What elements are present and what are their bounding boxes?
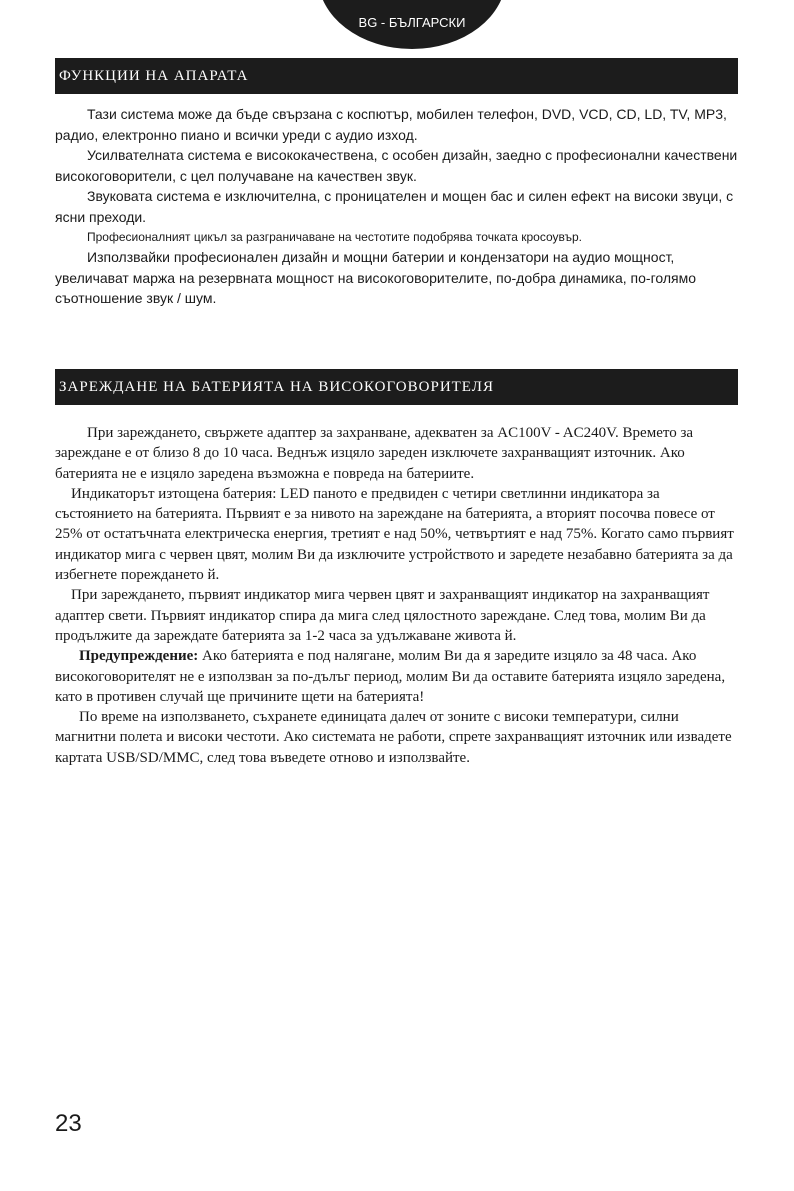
paragraph: По време на използването, съхранете единицата далеч от зоните с високи температури, силни магнитни полета и високи честоти. Ако системата не работи, спрете захранващият източник или извадете картата USB/SD/MMC, след това въведете отново и използвайте. xyxy=(55,709,732,766)
language-label: BG - БЪЛГАРСКИ xyxy=(358,15,466,30)
paragraph: Усилвателната система е висококачествена, с особен дизайн, заедно с професионални качествени високоговорители, с цел получаване на качествен звук. xyxy=(55,147,738,184)
paragraph: Тази система може да бъде свързана с коспютър, мобилен телефон, DVD, VCD, CD, LD, TV, MP3, радио, електронно пиано и всички уреди с аудио изход. xyxy=(55,106,727,143)
paragraph: Професионалният цикъл за разграничаване на честотите подобрява точката кросоувър. xyxy=(87,230,582,244)
warning-paragraph xyxy=(55,646,738,707)
paragraph: При зареждането, свържете адаптер за захранване, адекватен за AC100V - AC240V. Времето за зареждане е от близо 8 до 10 часа. Веднъж изцяло зареден изключете захранващият източник. Ако батерията не е изцяло заредена възможна е повреда на батериите. xyxy=(55,425,694,482)
warning-text: Ако батерията е под налягане, молим Ви да я заредите изцяло за 48 часа. Ако високоговорителят не е използван за по-дълъг период, молим Ви да оставите батерията изцяло заредена, като в противен случай ще причините щети на батерията! xyxy=(55,648,726,705)
battery-charging-text xyxy=(55,423,738,768)
paragraph: Звуковата система е изключителна, с проницателен и мощен бас и силен ефект на високи звуци, с ясни преходи. xyxy=(55,188,734,225)
device-functions-text xyxy=(55,104,738,309)
warning-label: Предупреждение: xyxy=(79,648,199,665)
paragraph: Индикаторът изтощена батерия: LED паното е предвиден с четири светлинни индикатора за състоянието на батерията. Първият е за нивото на зареждане на батерията, а вторият посочва повесе от 25% от остатъчната електрическа енергия, третият е над 50%, четвъртият е над 75%. Когато само първият индикатор мига с червен цвят, молим Ви да изключите устройството и заредете незабавно батерията за да избегнете пореждането й. xyxy=(55,485,734,584)
section-title-device-functions: ФУНКЦИИ НА АПАРАТА xyxy=(55,58,738,94)
section-title-battery-charging: ЗАРЕЖДАНЕ НА БАТЕРИЯТА НА ВИСОКОГОВОРИТЕЛЯ xyxy=(55,369,738,405)
page-number: 23 xyxy=(55,1110,82,1137)
paragraph: При зареждането, първият индикатор мига червен цвят и захранващият индикатор на захранващият адаптер свети. Първият индикатор спира да мига след цялостното зареждане. След това, молим Ви да продължите да зареждате батерията за 1-2 часа за удължаване живота й. xyxy=(55,587,710,644)
paragraph: Използвайки професионален дизайн и мощни батерии и кондензатори на аудио мощност, увеличават маржа на резервната мощност на високоговорителите, по-добра динамика, по-голямо съотношение звук / шум. xyxy=(55,249,697,306)
